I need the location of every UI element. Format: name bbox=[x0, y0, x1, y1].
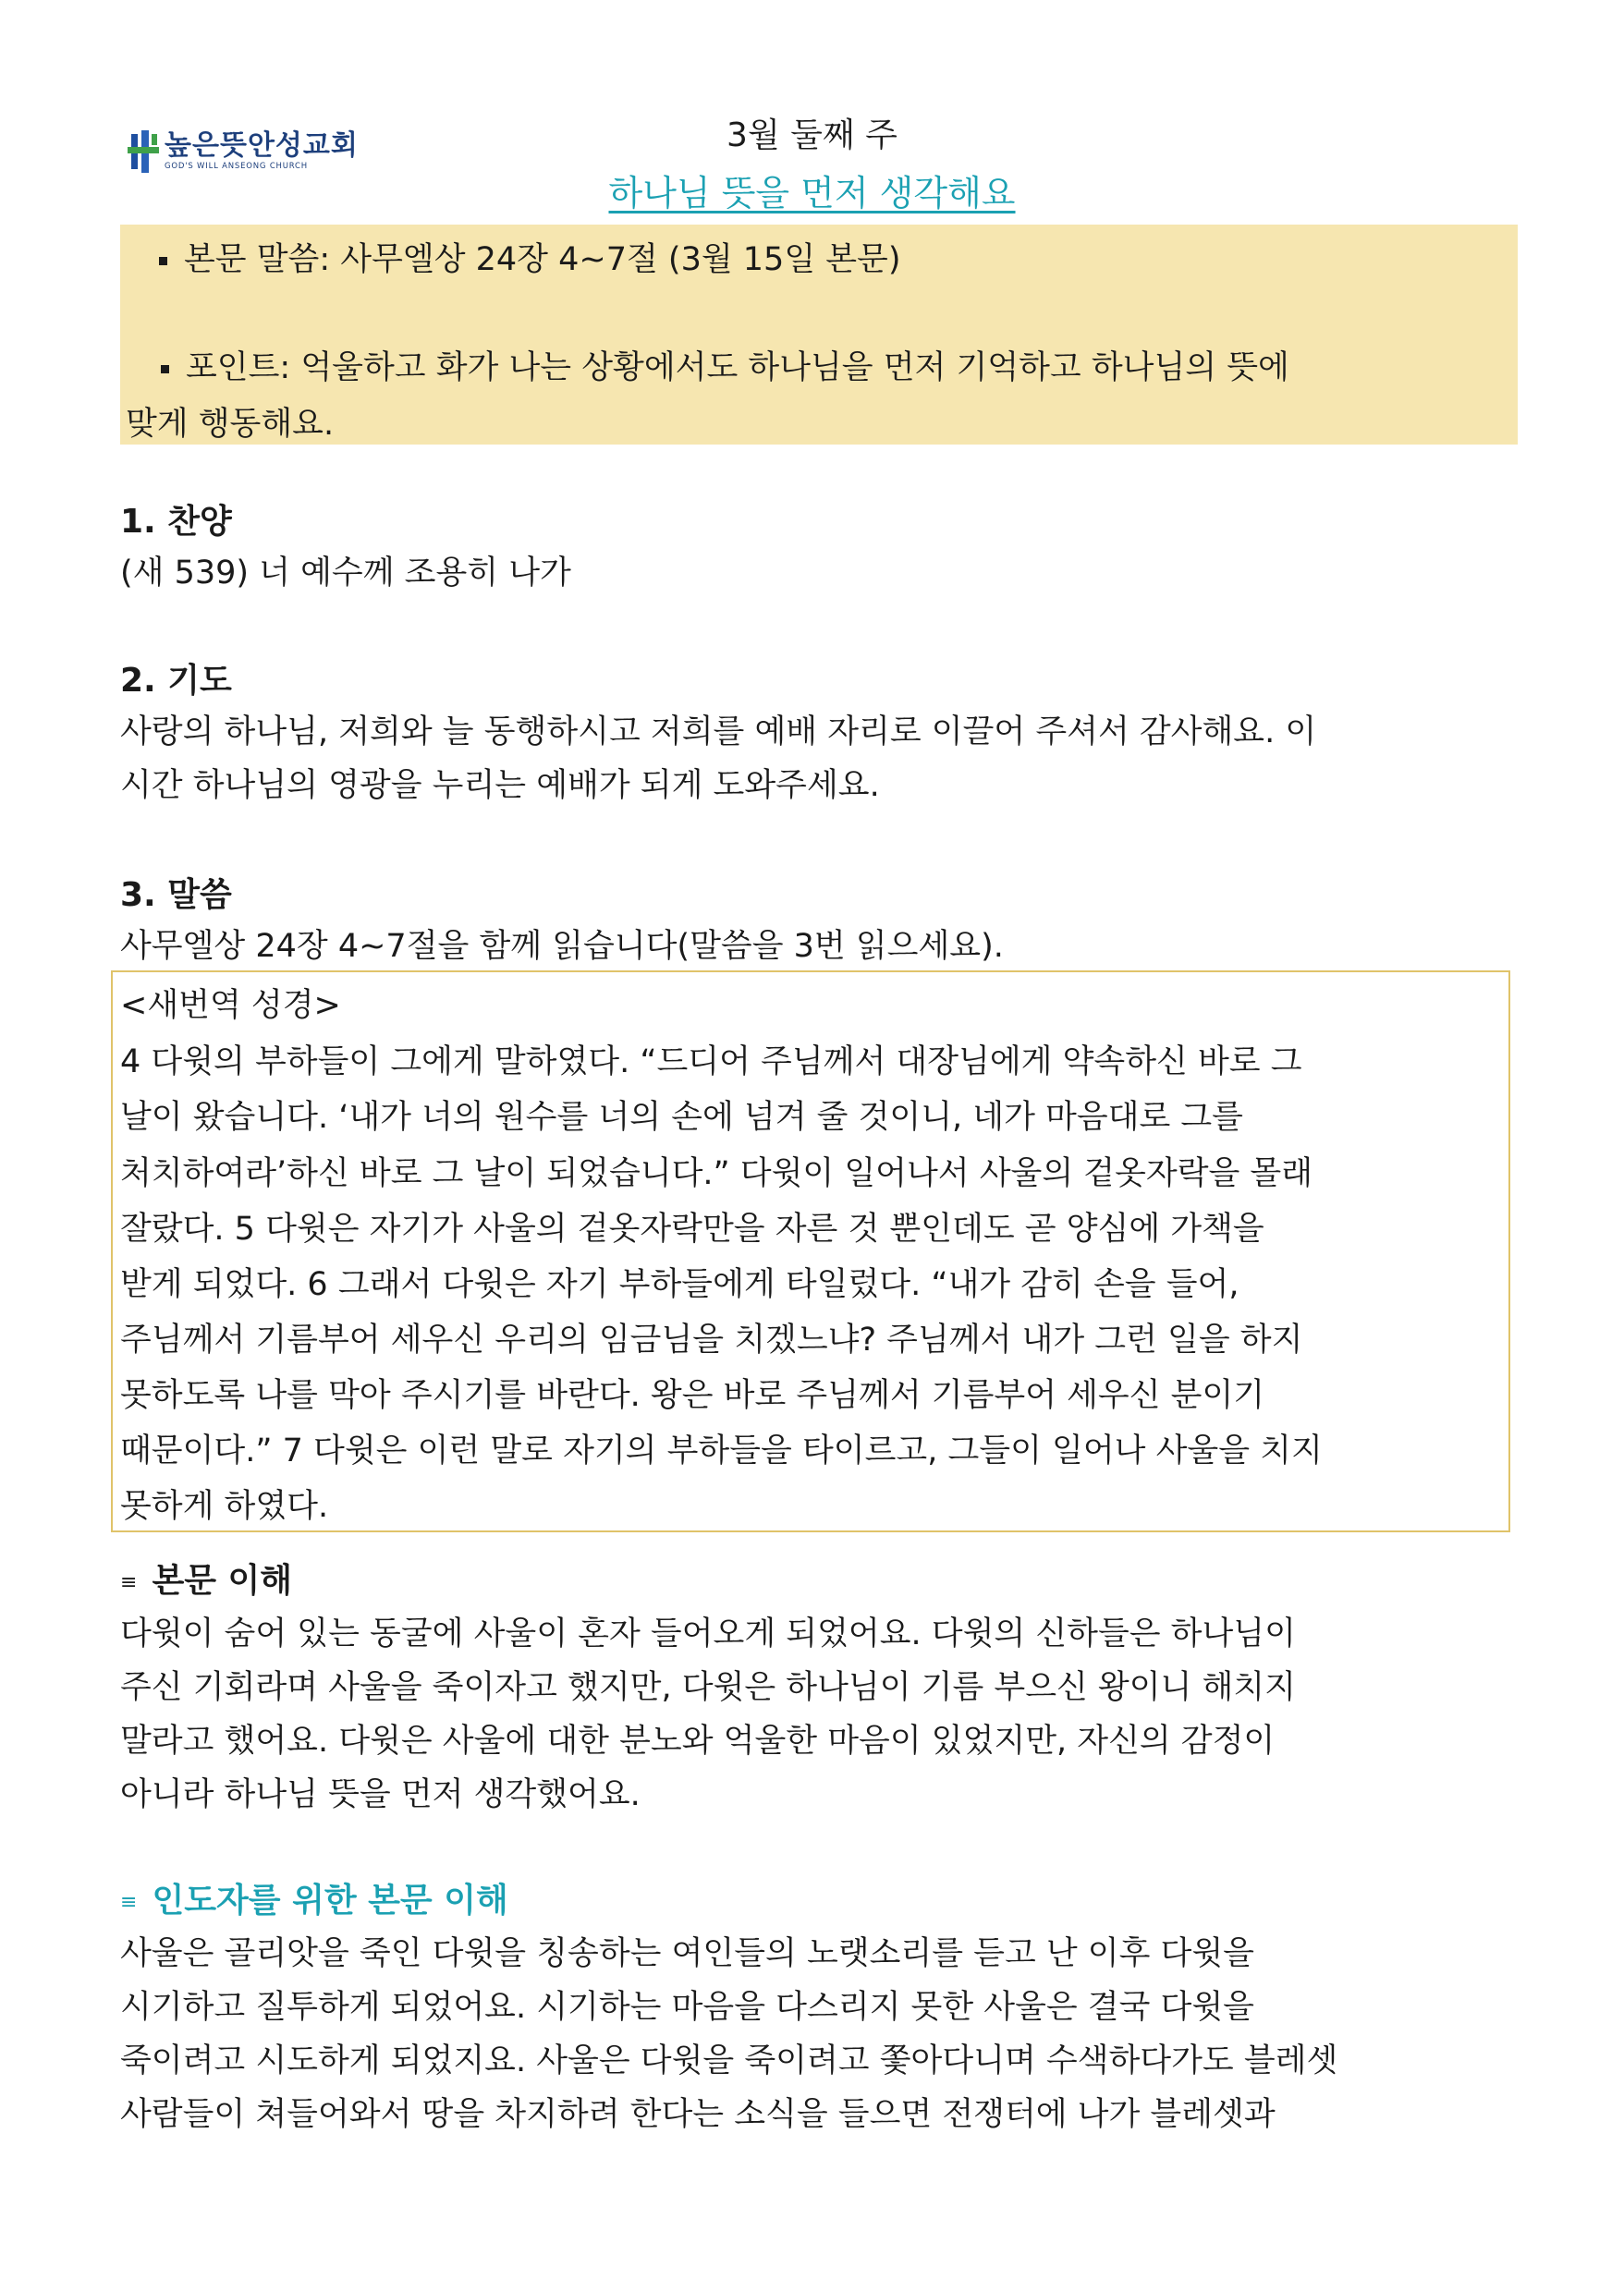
praise-heading: 1. 찬양 bbox=[120, 503, 232, 541]
summary-point-line-2: 맞게 행동해요. bbox=[126, 406, 335, 443]
understanding-heading: ≡ 본문 이해 bbox=[120, 1562, 293, 1600]
word-heading: 3. 말씀 bbox=[120, 876, 232, 914]
bible-line: 처치하여라’하신 바로 그 날이 되었습니다.” 다윗이 일어나서 사울의 겉옷자락을 몰래 bbox=[120, 1155, 1313, 1192]
bible-line: 잘랐다. 5 다윗은 자기가 사울의 겉옷자락만을 자른 것 뿐인데도 곧 양심에 가책을 bbox=[120, 1211, 1264, 1248]
leader-line: 죽이려고 시도하게 되었지요. 사울은 다윗을 죽이려고 쫓아다니며 수색하다가도 블레셋 bbox=[120, 2042, 1338, 2079]
prayer-line: 시간 하나님의 영광을 누리는 예배가 되게 도와주세요. bbox=[120, 767, 880, 804]
menu-lines-icon: ≡ bbox=[120, 1570, 138, 1594]
bible-line: 못하게 하였다. bbox=[120, 1488, 329, 1525]
bullet-icon bbox=[159, 257, 167, 265]
leader-line: 사울은 골리앗을 죽인 다윗을 칭송하는 여인들의 노랫소리를 듣고 난 이후 다윗을 bbox=[120, 1935, 1254, 1972]
prayer-line: 사랑의 하나님, 저희와 늘 동행하시고 저희를 예배 자리로 이끌어 주셔서 감사해요. 이 bbox=[120, 713, 1317, 750]
praise-text: (새 539) 너 예수께 조용히 나가 bbox=[120, 555, 571, 591]
bullet-icon bbox=[161, 365, 169, 373]
leader-line: 시기하고 질투하게 되었어요. 시기하는 마음을 다스리지 못한 사울은 결국 다윗을 bbox=[120, 1989, 1254, 2026]
logo-subtitle: GOD'S WILL ANSEONG CHURCH bbox=[165, 162, 308, 172]
understanding-line: 다윗이 숨어 있는 동굴에 사울이 혼자 들어오게 되었어요. 다윗의 신하들은 하나님이 bbox=[120, 1615, 1296, 1652]
bible-line: 받게 되었다. 6 그래서 다윗은 자기 부하들에게 타일렀다. “내가 감히 손을 들어, bbox=[120, 1266, 1239, 1303]
bible-line: 못하도록 나를 막아 주시기를 바란다. 왕은 바로 주님께서 기름부어 세우신 분이기 bbox=[120, 1377, 1265, 1414]
leader-heading: ≡ 인도자를 위한 본문 이해 bbox=[120, 1882, 508, 1920]
understanding-line: 아니라 하나님 뜻을 먼저 생각했어요. bbox=[120, 1776, 641, 1813]
bible-line: 날이 왔습니다. ‘내가 너의 원수를 너의 손에 넘겨 줄 것이니, 네가 마음대로 그를 bbox=[120, 1099, 1243, 1136]
leader-line: 사람들이 쳐들어와서 땅을 차지하려 한다는 소식을 들으면 전쟁터에 나가 블레셋과 bbox=[120, 2096, 1276, 2133]
word-text: 사무엘상 24장 4~7절을 함께 읽습니다(말씀을 3번 읽으세요). bbox=[120, 928, 1004, 965]
understanding-line: 주신 기회라며 사울을 죽이자고 했지만, 다윗은 하나님이 기름 부으신 왕이니 해치지 bbox=[120, 1669, 1296, 1706]
summary-point-line: 포인트: 억울하고 화가 나는 상황에서도 하나님을 먼저 기억하고 하나님의 뜻에 bbox=[161, 342, 1289, 388]
understanding-line: 말라고 했어요. 다윗은 사울에 대한 분노와 억울한 마음이 있었지만, 자신의 감정이 bbox=[120, 1723, 1276, 1760]
summary-text-line: 본문 말씀: 사무엘상 24장 4~7절 (3월 15일 본문) bbox=[159, 234, 901, 280]
logo-name: 높은뜻안성교회 bbox=[165, 129, 359, 163]
page-title: 하나님 뜻을 먼저 생각해요 bbox=[608, 173, 1016, 213]
bible-line: 주님께서 기름부어 세우신 우리의 임금님을 치겠느냐? 주님께서 내가 그런 일을 하지 bbox=[120, 1322, 1303, 1359]
prayer-heading: 2. 기도 bbox=[120, 662, 232, 700]
bible-line: 때문이다.” 7 다윗은 이런 말로 자기의 부하들을 타이르고, 그들이 일어나 사울을 치지 bbox=[120, 1432, 1323, 1469]
bible-version: <새번역 성경> bbox=[120, 987, 341, 1024]
menu-lines-icon: ≡ bbox=[120, 1890, 138, 1914]
week-label: 3월 둘째 주 bbox=[727, 116, 897, 154]
summary-box bbox=[120, 225, 1518, 445]
bible-line: 4 다윗의 부하들이 그에게 말하였다. “드디어 주님께서 대장님에게 약속하신 바로 그 bbox=[120, 1043, 1302, 1080]
